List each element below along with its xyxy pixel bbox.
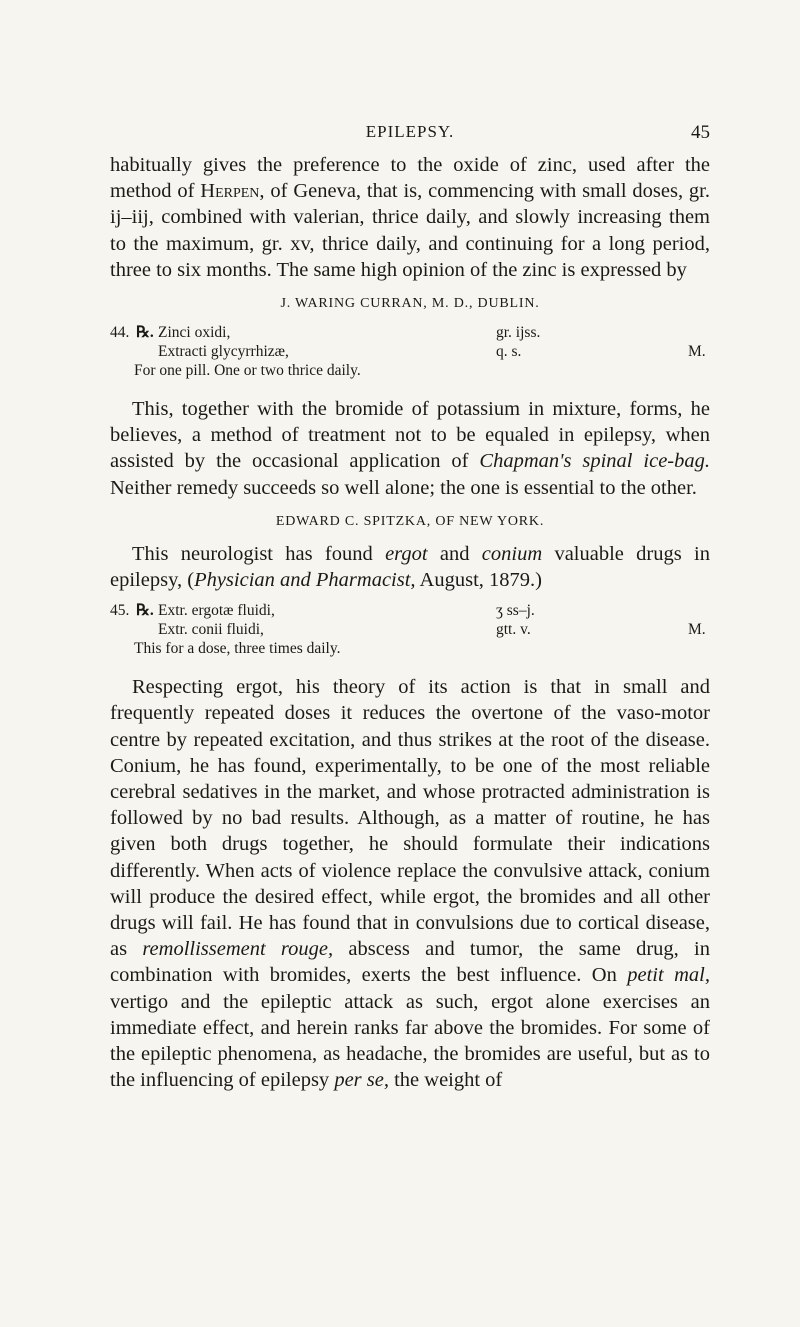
quantity: ʒ ss–j. <box>496 602 535 620</box>
prescription-line <box>110 601 710 620</box>
running-title: EPILEPSY. <box>365 122 455 141</box>
paragraph-text: This, together with the bromide of potassium in mixture, forms, he believes, a method of treatment not to be equaled in epilepsy, when assisted by the occasional application of <box>110 398 710 473</box>
running-head <box>110 122 710 148</box>
recipe-symbol: ℞. <box>136 602 154 620</box>
paragraph-text: Respecting ergot, his theory of its action is that in small and frequently repeated doses it reduces the overtone of the vaso-motor centre by repeated excitation, and thus strikes at the root of the disease. Conium, he has found, experimentally, to be one of the most reliable cerebral sedatives in the market, and whose protracted administration is followed by no bad results. Although, as a matter of routine, he has given both drugs together, he should formulate their indications differently. When acts of violence replace the convulsive attack, conium will produce the desired effect, while ergot, the bromides and all other drugs will fail. He has found that in convulsions due to cortical disease, as <box>110 676 710 961</box>
italic-term: Chapman's spinal ice-bag. <box>479 450 710 473</box>
prescription-number: 44. <box>110 324 130 342</box>
prescription-number: 45. <box>110 602 130 620</box>
page-number: 45 <box>691 122 710 143</box>
prescription-directions: This for a dose, three times daily. <box>134 640 341 658</box>
ingredient: Zinci oxidi, <box>158 324 231 342</box>
body-text <box>110 152 710 1093</box>
ingredient: Extr. ergotæ fluidi, <box>158 602 275 620</box>
italic-term: per se, <box>334 1069 389 1092</box>
italic-term: conium <box>481 542 543 565</box>
paragraph-text: and <box>427 542 482 565</box>
quantity: q. s. <box>496 343 522 361</box>
paragraph-ergot-theory <box>110 674 710 1093</box>
section-heading-curran: J. WARING CURRAN, M. D., DUBLIN. <box>280 296 540 312</box>
paragraph-ergot-conium <box>110 541 710 593</box>
prescription-line <box>110 620 710 639</box>
prescription-44 <box>110 323 710 380</box>
paragraph-text: vertigo and the epileptic attack as such, ergot alone exercises an immediate effect, and herein ranks far above the bromides. For some of the epileptic phenomena, as headache, the bromides are useful, but as to the influencing of epilepsy <box>110 990 710 1092</box>
prescription-line <box>110 323 710 342</box>
journal-citation: Physician and Pharmacist, <box>194 569 416 592</box>
recipe-symbol: ℞. <box>136 324 154 342</box>
paragraph-text: Neither remedy succeeds so well alone; the one is essential to the other. <box>110 476 697 499</box>
italic-term: ergot <box>385 542 428 565</box>
ingredient: Extr. conii fluidi, <box>158 621 264 639</box>
prescription-45 <box>110 601 710 658</box>
prescription-directions: For one pill. One or two thrice daily. <box>134 362 361 380</box>
paragraph-text: the weight of <box>388 1069 503 1092</box>
paragraph-text: abscess and tumor, the same drug, in combination with bromides, exerts the best influence. On <box>110 938 710 987</box>
misce-mark: M. <box>688 621 706 639</box>
paragraph-zinc-oxide <box>110 152 710 283</box>
section-heading-spitzka: EDWARD C. SPITZKA, OF NEW YORK. <box>275 513 545 529</box>
prescription-line <box>110 342 710 361</box>
italic-term: remollissement rouge, <box>142 938 334 961</box>
paragraph-text: This neurologist has found <box>132 542 386 565</box>
quantity: gr. ijss. <box>496 324 541 342</box>
quantity: gtt. v. <box>496 621 531 639</box>
misce-mark: M. <box>688 343 706 361</box>
paragraph-bromide <box>110 396 710 501</box>
italic-term: petit mal, <box>627 964 710 987</box>
paragraph-text: , of Geneva, that is, commencing with small doses, gr. ij–iij, combined with valerian, thrice daily, and slowly increasing them to the maximum, gr. xv, thrice daily, and continuing for a long period, three to six months. The same high opinion of the zinc is expressed by <box>110 180 710 281</box>
paragraph-text: August, 1879.) <box>415 569 542 592</box>
paragraph-text: habitually gives the preference to the oxide of zinc, used after the method of <box>110 154 710 203</box>
ingredient: Extracti glycyrrhizæ, <box>158 343 289 361</box>
author-name-herpen: Herpen <box>200 180 260 203</box>
paragraph-text: valuable drugs in epilepsy, ( <box>110 542 710 592</box>
